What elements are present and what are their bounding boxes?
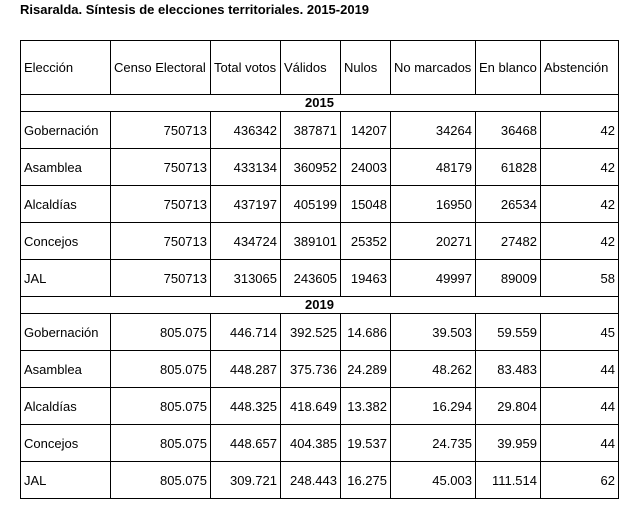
- table-row: [21, 388, 619, 425]
- value-cell: 446.714: [211, 314, 281, 351]
- value-cell: 375.736: [281, 351, 341, 388]
- value-cell: 44: [541, 388, 619, 425]
- value-cell: 44: [541, 351, 619, 388]
- table-row: [21, 425, 619, 462]
- value-cell: 750713: [111, 112, 211, 149]
- value-cell: 750713: [111, 186, 211, 223]
- value-cell: 44: [541, 425, 619, 462]
- value-cell: 750713: [111, 223, 211, 260]
- value-cell: 389101: [281, 223, 341, 260]
- year-label: 2019: [21, 297, 619, 314]
- election-name-cell: Concejos: [21, 223, 111, 260]
- value-cell: 16.294: [391, 388, 476, 425]
- value-cell: 437197: [211, 186, 281, 223]
- table-header-row: [21, 41, 619, 95]
- election-name-cell: Concejos: [21, 425, 111, 462]
- value-cell: 313065: [211, 260, 281, 297]
- value-cell: 62: [541, 462, 619, 499]
- value-cell: 39.503: [391, 314, 476, 351]
- value-cell: 805.075: [111, 388, 211, 425]
- value-cell: 434724: [211, 223, 281, 260]
- value-cell: 24003: [341, 149, 391, 186]
- value-cell: 404.385: [281, 425, 341, 462]
- column-header: Censo Electoral: [111, 41, 211, 95]
- value-cell: 448.657: [211, 425, 281, 462]
- value-cell: 13.382: [341, 388, 391, 425]
- value-cell: 27482: [476, 223, 541, 260]
- election-name-cell: JAL: [21, 462, 111, 499]
- column-header: No marcados: [391, 41, 476, 95]
- value-cell: 436342: [211, 112, 281, 149]
- value-cell: 45.003: [391, 462, 476, 499]
- value-cell: 805.075: [111, 462, 211, 499]
- column-header: Total votos: [211, 41, 281, 95]
- value-cell: 805.075: [111, 351, 211, 388]
- column-header: En blanco: [476, 41, 541, 95]
- value-cell: 405199: [281, 186, 341, 223]
- value-cell: 25352: [341, 223, 391, 260]
- table-row: [21, 149, 619, 186]
- value-cell: 48.262: [391, 351, 476, 388]
- value-cell: 34264: [391, 112, 476, 149]
- value-cell: 387871: [281, 112, 341, 149]
- value-cell: 83.483: [476, 351, 541, 388]
- table-row: [21, 112, 619, 149]
- value-cell: 392.525: [281, 314, 341, 351]
- value-cell: 42: [541, 112, 619, 149]
- election-name-cell: Alcaldías: [21, 186, 111, 223]
- value-cell: 360952: [281, 149, 341, 186]
- value-cell: 243605: [281, 260, 341, 297]
- value-cell: 19463: [341, 260, 391, 297]
- value-cell: 36468: [476, 112, 541, 149]
- value-cell: 248.443: [281, 462, 341, 499]
- value-cell: 750713: [111, 149, 211, 186]
- value-cell: 29.804: [476, 388, 541, 425]
- value-cell: 45: [541, 314, 619, 351]
- value-cell: 448.287: [211, 351, 281, 388]
- value-cell: 448.325: [211, 388, 281, 425]
- year-section-row: [21, 297, 619, 314]
- value-cell: 24.289: [341, 351, 391, 388]
- value-cell: 15048: [341, 186, 391, 223]
- value-cell: 16.275: [341, 462, 391, 499]
- year-section-row: [21, 95, 619, 112]
- value-cell: 750713: [111, 260, 211, 297]
- document-title: Risaralda. Síntesis de elecciones territoriales. 2015-2019: [20, 2, 370, 17]
- value-cell: 48179: [391, 149, 476, 186]
- value-cell: 111.514: [476, 462, 541, 499]
- value-cell: 89009: [476, 260, 541, 297]
- value-cell: 20271: [391, 223, 476, 260]
- column-header: Válidos: [281, 41, 341, 95]
- column-header: Abstención: [541, 41, 619, 95]
- election-name-cell: Gobernación: [21, 112, 111, 149]
- value-cell: 418.649: [281, 388, 341, 425]
- value-cell: 42: [541, 186, 619, 223]
- election-name-cell: Asamblea: [21, 351, 111, 388]
- value-cell: 26534: [476, 186, 541, 223]
- election-name-cell: JAL: [21, 260, 111, 297]
- table-row: [21, 260, 619, 297]
- table-row: [21, 186, 619, 223]
- table-row: [21, 223, 619, 260]
- value-cell: 433134: [211, 149, 281, 186]
- column-header: Nulos: [341, 41, 391, 95]
- year-label: 2015: [21, 95, 619, 112]
- value-cell: 19.537: [341, 425, 391, 462]
- value-cell: 61828: [476, 149, 541, 186]
- election-name-cell: Alcaldías: [21, 388, 111, 425]
- election-name-cell: Gobernación: [21, 314, 111, 351]
- value-cell: 16950: [391, 186, 476, 223]
- value-cell: 42: [541, 223, 619, 260]
- value-cell: 14.686: [341, 314, 391, 351]
- value-cell: 24.735: [391, 425, 476, 462]
- value-cell: 14207: [341, 112, 391, 149]
- value-cell: 58: [541, 260, 619, 297]
- value-cell: 805.075: [111, 425, 211, 462]
- value-cell: 59.559: [476, 314, 541, 351]
- value-cell: 42: [541, 149, 619, 186]
- value-cell: 805.075: [111, 314, 211, 351]
- table-row: [21, 314, 619, 351]
- table-row: [21, 351, 619, 388]
- value-cell: 39.959: [476, 425, 541, 462]
- column-header: Elección: [21, 41, 111, 95]
- value-cell: 49997: [391, 260, 476, 297]
- table-row: [21, 462, 619, 499]
- elections-table: [20, 40, 619, 499]
- value-cell: 309.721: [211, 462, 281, 499]
- election-name-cell: Asamblea: [21, 149, 111, 186]
